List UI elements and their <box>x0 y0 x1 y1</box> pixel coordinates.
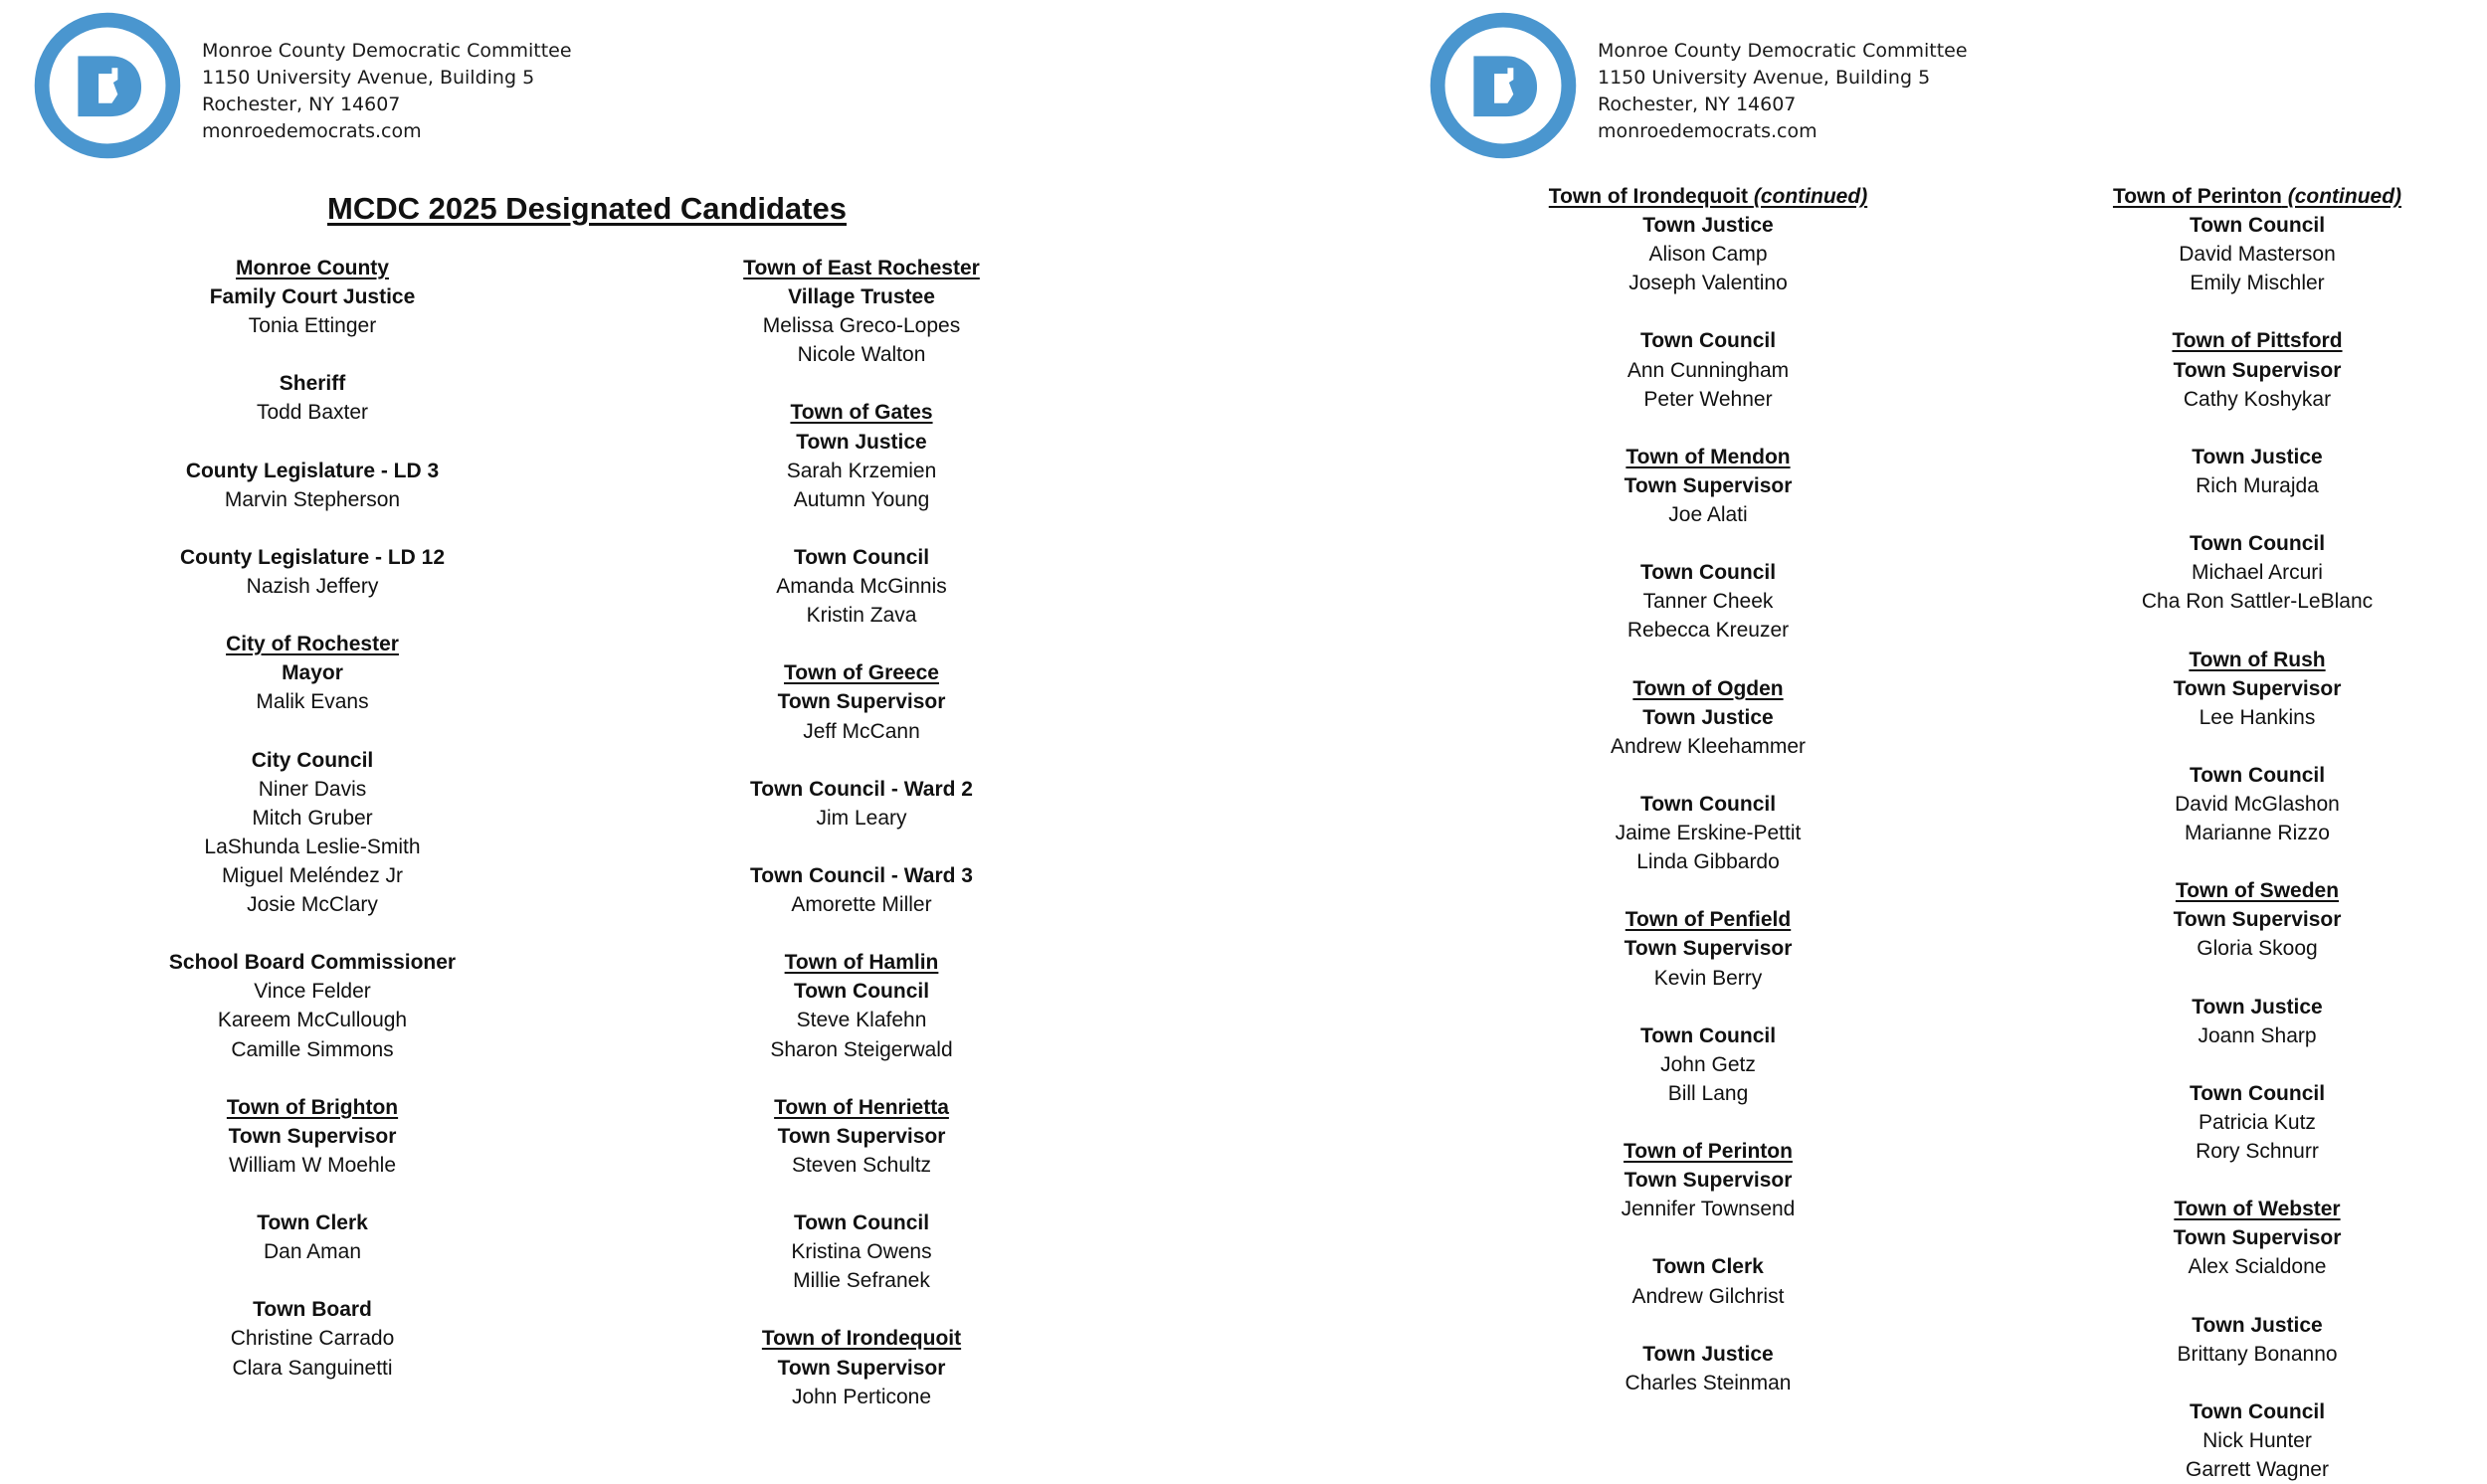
continued-note: (continued) <box>1753 185 1868 208</box>
candidate-name: Kareem McCullough <box>217 1009 408 1032</box>
office-title <box>1959 1397 2487 1426</box>
office-name: Family Court Justice <box>209 285 416 309</box>
candidate-name: Rebecca Kreuzer <box>1626 619 1790 643</box>
office-name: Town Council <box>793 1211 930 1235</box>
office-title <box>1410 1252 2007 1281</box>
candidates-column-4 <box>1959 182 2487 1484</box>
spacer <box>14 1180 611 1208</box>
office-name: Town Council <box>2189 1399 2326 1423</box>
municipality-name: Town of Henrietta <box>774 1095 949 1119</box>
municipality-heading <box>563 1093 1160 1122</box>
office-title <box>563 775 1160 804</box>
municipality-name: Town of Hamlin <box>784 951 939 975</box>
spacer <box>563 833 1160 861</box>
spacer <box>1959 297 2487 326</box>
office-title <box>563 1122 1160 1151</box>
org-name: Monroe County Democratic Committee <box>202 40 572 62</box>
candidate-name: Nazish Jeffery <box>246 575 379 599</box>
office-name: Town Council <box>1639 561 1777 585</box>
office-name: Town Justice <box>1642 1342 1774 1366</box>
office-name: Town Clerk <box>257 1211 368 1235</box>
municipality-name: Town of Irondequoit <box>761 1327 962 1351</box>
office-title <box>1959 211 2487 240</box>
candidate-name: Rich Murajda <box>2196 473 2319 497</box>
candidate-name: Andrew Kleehammer <box>1610 734 1807 758</box>
candidates-column-3 <box>1410 182 2007 1397</box>
candidate-name: Nicole Walton <box>797 343 926 367</box>
candidate-name: Emily Mischler <box>2190 272 2325 295</box>
candidate-name: Melissa Greco-Lopes <box>762 314 961 338</box>
office-name: Town Supervisor <box>777 690 946 714</box>
spacer <box>563 746 1160 775</box>
office-name: Town Supervisor <box>2173 1226 2342 1250</box>
candidate-name: Patricia Kutz <box>2199 1111 2316 1134</box>
candidate-name: David McGlashon <box>2175 792 2340 816</box>
office-title <box>1959 1079 2487 1108</box>
spacer <box>14 919 611 948</box>
candidate-name: Cathy Koshykar <box>2183 387 2332 411</box>
municipality-name: City of Rochester <box>226 633 399 656</box>
office-title <box>1959 1311 2487 1340</box>
candidate-name: Dan Aman <box>263 1240 362 1264</box>
candidate-name: Garrett Wagner <box>2186 1458 2329 1482</box>
spacer <box>1959 500 2487 529</box>
office-name: Town Supervisor <box>1624 473 1793 497</box>
office-name: Town Justice <box>2192 995 2323 1019</box>
office-name: Town Council - Ward 2 <box>750 777 973 801</box>
spacer <box>1959 1050 2487 1079</box>
office-title <box>14 1208 611 1237</box>
office-title <box>1959 356 2487 385</box>
candidate-name: Mitch Gruber <box>252 806 373 830</box>
office-name: Town Supervisor <box>1624 1169 1793 1193</box>
spacer <box>563 514 1160 543</box>
office-title <box>1959 761 2487 790</box>
spacer <box>14 1064 611 1093</box>
spacer <box>1410 993 2007 1021</box>
office-title <box>14 543 611 572</box>
office-name: County Legislature - LD 3 <box>185 459 440 482</box>
office-name: Town Council <box>2189 1081 2326 1105</box>
spacer <box>14 717 611 746</box>
candidate-name: Millie Sefranek <box>793 1269 930 1293</box>
candidate-name: Steve Klafehn <box>796 1009 927 1032</box>
office-name: Town Board <box>253 1298 372 1322</box>
spacer <box>1410 1108 2007 1137</box>
municipality-heading <box>1959 1195 2487 1223</box>
office-title <box>1410 934 2007 963</box>
municipality-name: Town of Pittsford <box>2172 329 2343 353</box>
candidate-name: LaShunda Leslie-Smith <box>204 835 421 858</box>
office-title <box>14 1122 611 1151</box>
continued-note: (continued) <box>2287 185 2402 208</box>
municipality-heading <box>563 254 1160 282</box>
org-address-line1: 1150 University Avenue, Building 5 <box>202 67 535 89</box>
spacer <box>563 919 1160 948</box>
org-name: Monroe County Democratic Committee <box>1598 40 1968 62</box>
office-name: Town Supervisor <box>228 1124 397 1148</box>
municipality-heading <box>1410 443 2007 471</box>
municipality-heading <box>563 1324 1160 1353</box>
candidate-name: Michael Arcuri <box>2192 561 2323 585</box>
office-title <box>14 369 611 398</box>
municipality-heading <box>563 948 1160 977</box>
candidate-name: Tonia Ettinger <box>248 314 377 338</box>
office-name: School Board Commissioner <box>168 951 457 975</box>
candidate-name: Camille Simmons <box>231 1037 394 1061</box>
candidate-name: Joseph Valentino <box>1628 272 1788 295</box>
candidate-name: Bill Lang <box>1667 1081 1749 1105</box>
municipality-name: Town of Ogden <box>1632 676 1784 700</box>
office-name: County Legislature - LD 12 <box>179 545 446 569</box>
candidate-name: Jim Leary <box>816 806 907 830</box>
candidate-name: Malik Evans <box>256 690 369 714</box>
municipality-name: Monroe County <box>236 257 389 279</box>
municipality-name: Town of Mendon <box>1626 445 1791 468</box>
candidate-name: Cha Ron Sattler-LeBlanc <box>2141 590 2374 614</box>
office-name: Town Council <box>2189 532 2326 556</box>
municipality-heading <box>563 398 1160 427</box>
municipality-name: Town of Gates <box>790 401 933 425</box>
office-title <box>14 457 611 485</box>
candidate-name: Amanda McGinnis <box>776 575 947 599</box>
org-address-block <box>202 38 572 145</box>
org-address-line2: Rochester, NY 14607 <box>1598 93 1797 115</box>
municipality-heading <box>1410 1137 2007 1166</box>
candidate-name: Kevin Berry <box>1653 966 1763 990</box>
office-name: Town Justice <box>1642 705 1774 729</box>
office-title <box>14 1295 611 1324</box>
candidate-name: Clara Sanguinetti <box>232 1356 393 1380</box>
office-title <box>563 977 1160 1006</box>
municipality-name: Town of Brighton <box>226 1095 399 1119</box>
municipality-heading <box>563 658 1160 687</box>
page-right <box>1244 0 2487 1482</box>
spacer <box>1959 732 2487 761</box>
spacer <box>1410 1223 2007 1252</box>
spacer <box>1959 1369 2487 1397</box>
org-address-line1: 1150 University Avenue, Building 5 <box>1598 67 1931 89</box>
office-name: Town Council <box>793 545 930 569</box>
municipality-name: Town of Irondequoit <box>1548 185 1749 208</box>
municipality-heading <box>1959 182 2487 211</box>
office-name: Town Council - Ward 3 <box>750 863 973 887</box>
party-logo-icon <box>1430 12 1577 159</box>
office-title <box>14 746 611 775</box>
candidate-name: Amorette Miller <box>791 893 932 917</box>
candidate-name: William W Moehle <box>228 1153 397 1177</box>
office-title <box>1410 790 2007 819</box>
spacer <box>14 340 611 369</box>
office-name: Town Clerk <box>1652 1255 1764 1279</box>
office-title <box>563 543 1160 572</box>
office-name: Town Supervisor <box>2173 908 2342 932</box>
candidate-name: Christine Carrado <box>230 1327 395 1351</box>
candidate-name: Vince Felder <box>254 980 371 1004</box>
candidate-name: Lee Hankins <box>2199 705 2316 729</box>
spacer <box>1959 414 2487 443</box>
candidate-name: Jennifer Townsend <box>1621 1198 1796 1221</box>
spacer <box>14 1266 611 1295</box>
candidate-name: Joann Sharp <box>2198 1023 2317 1047</box>
office-name: Town Supervisor <box>2173 358 2342 382</box>
spacer <box>563 1295 1160 1324</box>
candidate-name: Linda Gibbardo <box>1636 850 1780 874</box>
municipality-name: Town of Sweden <box>2175 879 2340 903</box>
spacer <box>563 369 1160 398</box>
office-title <box>563 687 1160 716</box>
spacer <box>1959 1166 2487 1195</box>
spacer <box>14 428 611 457</box>
office-title <box>1410 1340 2007 1369</box>
candidate-name: Steven Schultz <box>791 1153 932 1177</box>
municipality-name: Town of Penfield <box>1625 908 1792 932</box>
municipality-name: Town of Perinton <box>2112 185 2282 208</box>
office-title <box>1959 905 2487 934</box>
office-title <box>563 282 1160 311</box>
office-name: Town Justice <box>2192 1313 2323 1337</box>
spacer <box>1410 761 2007 790</box>
spacer <box>563 1180 1160 1208</box>
spacer <box>1410 297 2007 326</box>
municipality-heading <box>1410 674 2007 703</box>
municipality-heading <box>1959 876 2487 905</box>
office-title <box>14 948 611 977</box>
office-title <box>1959 443 2487 471</box>
office-name: Town Council <box>2189 763 2326 787</box>
municipality-name: Town of Greece <box>784 661 939 685</box>
office-title <box>1410 558 2007 587</box>
spacer <box>1410 414 2007 443</box>
office-name: Town Supervisor <box>1624 937 1793 961</box>
candidate-name: Todd Baxter <box>256 401 369 425</box>
office-title <box>1410 326 2007 355</box>
municipality-heading <box>14 1093 611 1122</box>
office-name: Town Council <box>793 980 930 1004</box>
office-title <box>563 861 1160 890</box>
municipality-name: Town of Webster <box>2174 1198 2341 1221</box>
candidate-name: John Getz <box>1660 1052 1756 1076</box>
spacer <box>1959 616 2487 645</box>
candidate-name: Nick Hunter <box>2202 1429 2312 1453</box>
spacer <box>14 601 611 630</box>
candidate-name: Charles Steinman <box>1625 1371 1792 1394</box>
municipality-name: Town of Perinton <box>1624 1140 1793 1164</box>
candidate-name: David Masterson <box>2179 243 2336 267</box>
office-name: City Council <box>251 748 374 772</box>
candidate-name: Sharon Steigerwald <box>770 1037 953 1061</box>
municipality-heading <box>14 254 611 282</box>
spacer <box>1410 1311 2007 1340</box>
spacer <box>1410 876 2007 905</box>
document-title: MCDC 2025 Designated Candidates <box>327 191 847 226</box>
candidate-name: Brittany Bonanno <box>2177 1342 2338 1366</box>
candidate-name: Marianne Rizzo <box>2185 822 2330 845</box>
office-title <box>563 428 1160 457</box>
candidate-name: Andrew Gilchrist <box>1631 1284 1785 1308</box>
page-left <box>0 0 1244 1478</box>
candidate-name: Autumn Young <box>793 487 930 511</box>
office-name: Town Council <box>2189 214 2326 238</box>
candidate-name: Marvin Stepherson <box>224 487 401 511</box>
candidate-name: Sarah Krzemien <box>786 459 937 482</box>
spacer <box>1959 964 2487 993</box>
municipality-name: Town of Rush <box>2189 648 2326 671</box>
office-name: Town Supervisor <box>777 1356 946 1380</box>
org-website[interactable]: monroedemocrats.com <box>1598 120 1817 142</box>
office-name: Mayor <box>282 661 343 685</box>
office-title <box>1959 674 2487 703</box>
office-title <box>563 1354 1160 1383</box>
org-website[interactable]: monroedemocrats.com <box>202 120 422 142</box>
office-title <box>1410 703 2007 732</box>
municipality-heading <box>1410 905 2007 934</box>
candidate-name: Ann Cunningham <box>1626 358 1790 382</box>
spacer <box>1410 529 2007 558</box>
spacer <box>1959 847 2487 876</box>
office-name: Town Supervisor <box>2173 676 2342 700</box>
spacer <box>1959 1282 2487 1311</box>
office-title <box>1959 993 2487 1021</box>
office-name: Town Supervisor <box>777 1124 946 1148</box>
candidate-name: Kristina Owens <box>791 1240 932 1264</box>
candidate-name: Alison Camp <box>1648 243 1768 267</box>
office-title <box>1959 529 2487 558</box>
office-title <box>14 658 611 687</box>
candidates-column-1 <box>14 254 611 1383</box>
org-address-line2: Rochester, NY 14607 <box>202 93 401 115</box>
candidate-name: Jaime Erskine-Pettit <box>1615 822 1802 845</box>
office-title <box>1410 471 2007 500</box>
candidate-name: John Perticone <box>791 1385 932 1408</box>
office-title <box>14 282 611 311</box>
office-name: Village Trustee <box>788 285 935 309</box>
municipality-heading <box>1959 326 2487 355</box>
office-title <box>1410 1021 2007 1050</box>
candidate-name: Tanner Cheek <box>1642 590 1774 614</box>
candidate-name: Josie McClary <box>247 893 378 917</box>
office-name: Town Council <box>1639 329 1777 353</box>
municipality-heading <box>1410 182 2007 211</box>
spacer <box>1410 646 2007 674</box>
candidate-name: Joe Alati <box>1668 503 1748 527</box>
spacer <box>563 630 1160 658</box>
candidate-name: Peter Wehner <box>1643 387 1773 411</box>
office-title <box>1959 1223 2487 1252</box>
org-address-block <box>1598 38 1968 145</box>
spacer <box>563 1064 1160 1093</box>
candidate-name: Gloria Skoog <box>2197 937 2318 961</box>
office-name: Town Justice <box>2192 445 2323 468</box>
office-name: Town Council <box>1639 792 1777 816</box>
candidate-name: Niner Davis <box>258 777 367 801</box>
spacer <box>14 514 611 543</box>
candidate-name: Rory Schnurr <box>2196 1140 2319 1164</box>
office-title <box>563 1208 1160 1237</box>
municipality-heading <box>14 630 611 658</box>
office-title <box>1410 1166 2007 1195</box>
office-name: Town Justice <box>796 430 927 454</box>
candidate-name: Jeff McCann <box>803 719 920 743</box>
office-name: Town Justice <box>1642 214 1774 238</box>
municipality-name: Town of East Rochester <box>743 257 980 279</box>
candidate-name: Alex Scialdone <box>2188 1255 2327 1279</box>
candidate-name: Miguel Meléndez Jr <box>221 863 404 887</box>
office-title <box>1410 211 2007 240</box>
municipality-heading <box>1959 646 2487 674</box>
party-logo-icon <box>34 12 181 159</box>
office-name: Sheriff <box>279 372 346 396</box>
candidates-column-2 <box>563 254 1160 1411</box>
candidate-name: Kristin Zava <box>806 604 917 628</box>
office-name: Town Council <box>1639 1023 1777 1047</box>
